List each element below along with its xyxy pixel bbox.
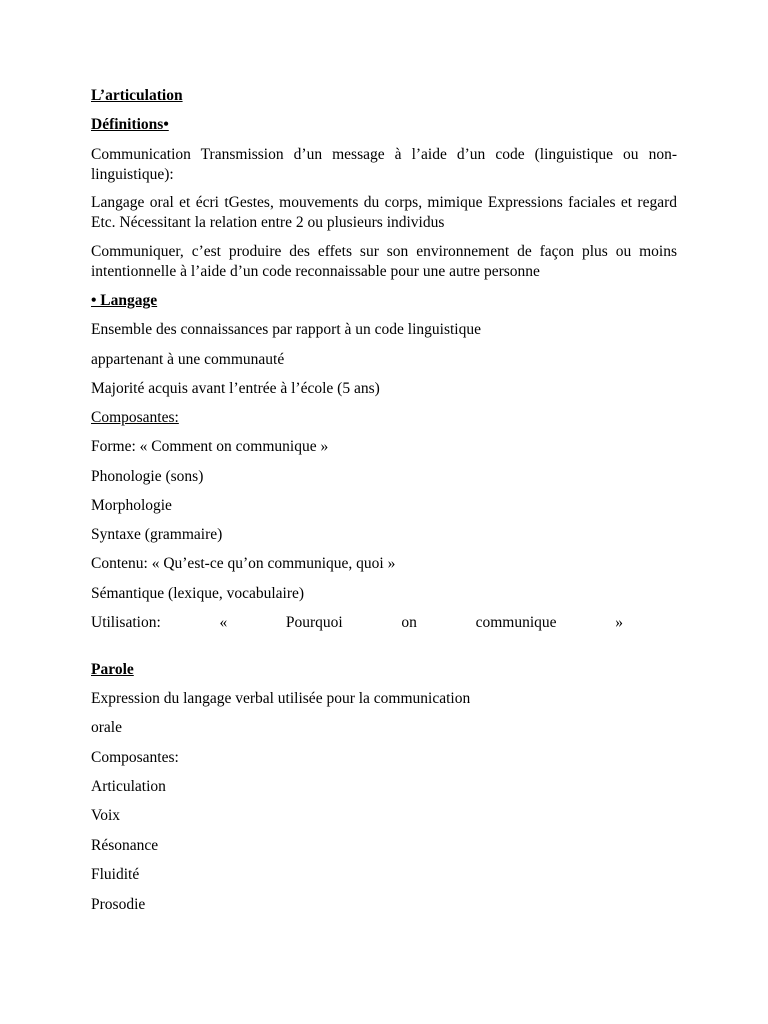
langage-line: Majorité acquis avant l’entrée à l’école (5 ans) (91, 380, 380, 397)
parole-line: Composantes: (91, 749, 179, 766)
langage-component: Syntaxe (grammaire) (91, 526, 223, 543)
langage-component: Morphologie (91, 497, 172, 514)
definitions-heading: Définitions• (91, 116, 169, 133)
utilisation-word: » (615, 614, 623, 631)
utilisation-word: Utilisation: (91, 614, 161, 631)
utilisation-word: communique (475, 614, 557, 631)
utilisation-word: « (219, 614, 228, 631)
langage-component: Sémantique (lexique, vocabulaire) (91, 585, 305, 602)
parole-heading: Parole (91, 661, 134, 678)
langage-heading: • Langage (91, 292, 158, 309)
parole-component: Articulation (91, 778, 166, 795)
parole-line: Expression du langage verbal utilisée pour la communication (91, 690, 471, 707)
parole-component: Fluidité (91, 866, 140, 883)
parole-component: Prosodie (91, 896, 146, 913)
utilisation-word: Pourquoi (285, 614, 343, 631)
langage-line: appartenant à une communauté (91, 351, 285, 368)
definition-paragraph: Communication Transmission d’un message à l’aide d’un code (linguistique ou non-linguistique): (91, 146, 677, 183)
parole-line: orale (91, 719, 122, 736)
composantes-label: Composantes: (91, 409, 179, 426)
langage-component: Contenu: « Qu’est-ce qu’on communique, quoi » (91, 555, 396, 572)
utilisation-line (91, 613, 623, 633)
definition-paragraph: Langage oral et écri tGestes, mouvements du corps, mimique Expressions faciales et regard Etc. Nécessitant la relation entre 2 ou plusieurs individus (91, 194, 677, 231)
langage-component: Phonologie (sons) (91, 468, 204, 485)
parole-component: Résonance (91, 837, 159, 854)
utilisation-word: on (401, 614, 417, 631)
parole-component: Voix (91, 807, 121, 824)
langage-line: Ensemble des connaissances par rapport à un code linguistique (91, 321, 481, 338)
langage-component: Forme: « Comment on communique » (91, 438, 329, 455)
definition-paragraph: Communiquer, c’est produire des effets sur son environnement de façon plus ou moins intentionnelle à l’aide d’un code reconnaissable pour une autre personne (91, 243, 677, 280)
document-title: L’articulation (91, 87, 183, 104)
